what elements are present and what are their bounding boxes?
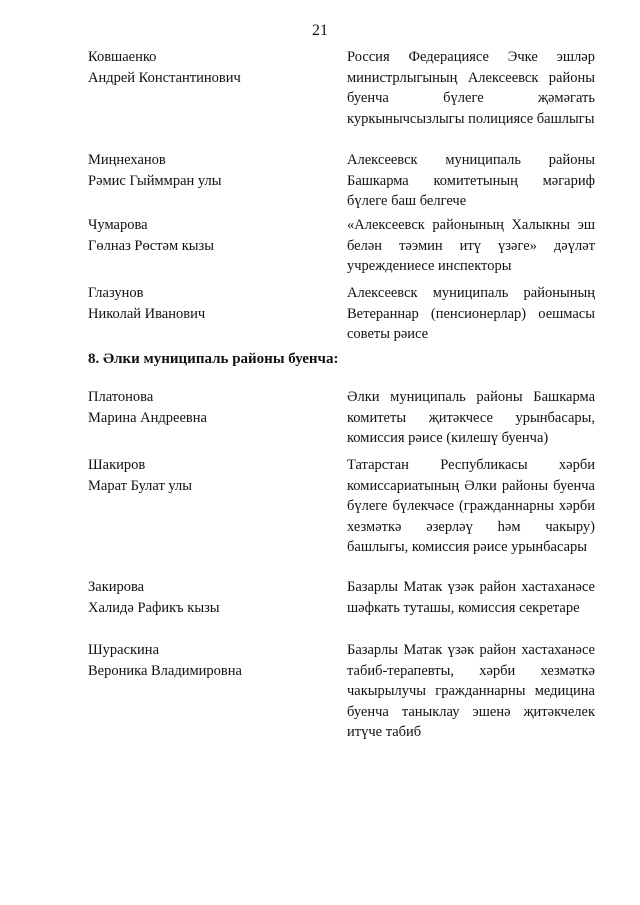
member-role: Базарлы Матак үзәк район хастаханәсе шәфкать туташы, комиссия секретаре bbox=[347, 579, 595, 616]
member-given-name: Николай Иванович bbox=[88, 305, 206, 322]
member-role: Татарстан Республикасы хәрби комиссариатының Әлки районы буенча бүлеге бүлекчәсе (гражданнарны хәрби хезмәткә әзерләү һәм чакыру) башлыгы, комиссия рәисе урынбасары bbox=[347, 457, 595, 555]
member-name bbox=[88, 283, 328, 324]
member-role: Алексеевск муниципаль районы Башкарма комитетының мәгариф бүлеге баш белгече bbox=[347, 152, 595, 209]
member-given-name: Марат Булат улы bbox=[88, 477, 193, 494]
member-surname: Глазунов bbox=[88, 285, 144, 301]
member-given-name: Гөлназ Рөстәм кызы bbox=[88, 237, 214, 254]
page-number: 21 bbox=[312, 22, 328, 39]
member-surname: Шакиров bbox=[88, 457, 146, 473]
member-given-name: Марина Андреевна bbox=[88, 409, 207, 426]
member-given-name: Рәмис Гыйммран улы bbox=[88, 172, 222, 189]
member-name bbox=[88, 387, 328, 428]
member-name bbox=[88, 150, 328, 191]
member-name bbox=[88, 455, 328, 496]
member-surname: Платонова bbox=[88, 389, 154, 405]
member-name bbox=[88, 215, 328, 256]
section-heading: 8. Әлки муниципаль районы буенча: bbox=[88, 351, 339, 367]
member-name bbox=[88, 577, 328, 618]
member-role: Россия Федерациясе Эчке эшләр министрлыгының Алексеевск районы буенча бүлеге җәмәгать куркынычсызлыгы полициясе башлыгы bbox=[347, 49, 595, 127]
member-given-name: Вероника Владимировна bbox=[88, 662, 242, 679]
member-surname: Закирова bbox=[88, 579, 145, 595]
member-name bbox=[88, 47, 328, 88]
member-role: Әлки муниципаль районы Башкарма комитеты җитәкчесе урынбасары, комиссия рәисе (килешү буенча) bbox=[347, 389, 595, 446]
member-role: «Алексеевск районының Халыкны эш белән тәэмин итү үзәге» дәүләт учреждениесе инспекторы bbox=[347, 217, 595, 274]
member-surname: Миңнеханов bbox=[88, 152, 166, 168]
member-surname: Чумарова bbox=[88, 217, 148, 233]
member-role: Алексеевск муниципаль районының Ветераннар (пенсионерлар) оешмасы советы рәисе bbox=[347, 285, 595, 342]
member-name bbox=[88, 640, 328, 681]
member-surname: Шураскина bbox=[88, 642, 159, 658]
member-surname: Ковшаенко bbox=[88, 49, 157, 65]
member-given-name: Андрей Константинович bbox=[88, 69, 241, 86]
member-given-name: Халидә Рафикъ кызы bbox=[88, 599, 220, 616]
member-role: Базарлы Матак үзәк район хастаханәсе табиб-терапевты, хәрби хезмәткә чакырылучы гражданнарны медицина буенча таныклау эшенә җитәкчелек итүче табиб bbox=[347, 642, 595, 740]
